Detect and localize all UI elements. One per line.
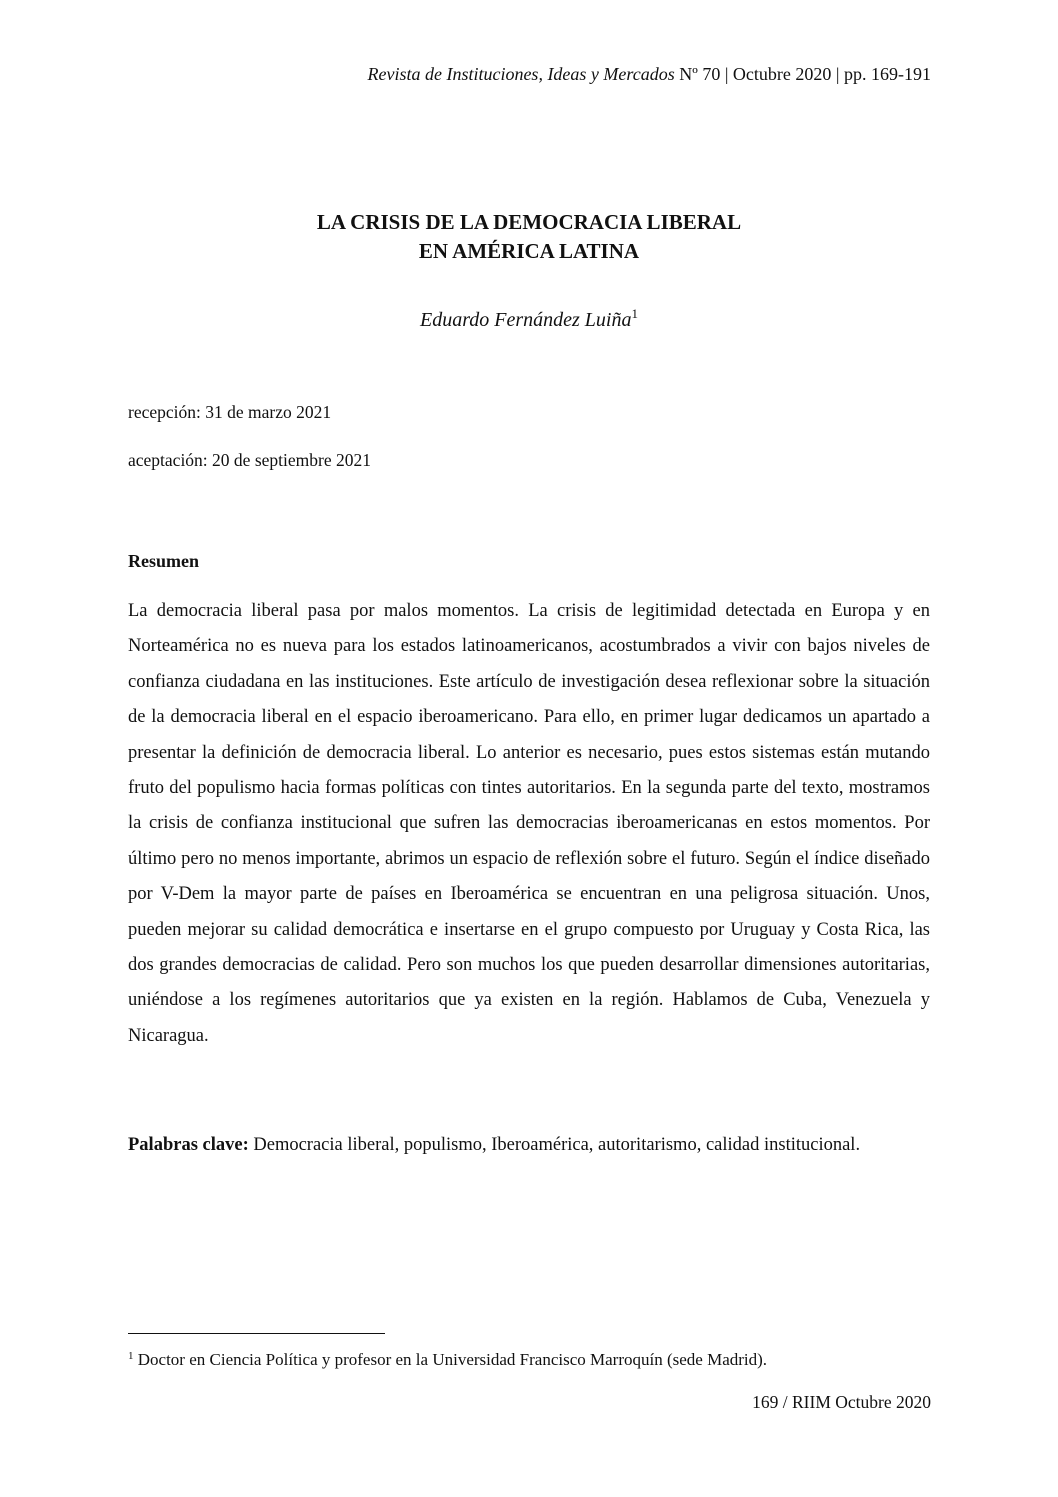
title-line-2: EN AMÉRICA LATINA (418, 239, 640, 263)
page-footer: 169 / RIIM Octubre 2020 (752, 1392, 931, 1412)
article-title (0, 208, 1058, 266)
abstract-heading: Resumen (128, 551, 199, 571)
author-line (0, 306, 1058, 334)
running-header (367, 62, 931, 86)
author-name: Eduardo Fernández Luiña (420, 309, 632, 331)
footnote-divider (128, 1333, 385, 1334)
journal-name: Revista de Instituciones, Ideas y Mercados (367, 64, 675, 84)
keywords-text: Democracia liberal, populismo, Iberoamérica, autoritarismo, calidad institucional. (248, 1135, 861, 1155)
received-date: recepción: 31 de marzo 2021 (128, 402, 332, 422)
accepted-date: aceptación: 20 de septiembre 2021 (128, 450, 371, 470)
footnote-mark: 1 (128, 1350, 134, 1362)
dates-block (128, 400, 371, 496)
abstract-body: La democracia liberal pasa por malos momentos. La crisis de legitimidad detectada en Europa y en Norteamérica no es nueva para los estados latinoamericanos, acostumbrados a vivir con bajos niveles de confianza ciudadana en las instituciones. Este artículo de investigación desea reflexionar sobre la situación de la democracia liberal en el espacio iberoamericano. Para ello, en primer lugar dedicamos un apartado a presentar la definición de democracia liberal. Lo anterior es necesario, pues estos sistemas están mutando fruto del populismo hacia formas políticas con tintes autoritarios. En la segunda parte del texto, mostramos la crisis de confianza institucional que sufren las democracias iberoamericanas en estos momentos. Por último pero no menos importante, abrimos un espacio de reflexión sobre el futuro. Según el índice diseñado por V-Dem la mayor parte de países en Iberoamérica se encuentran en una peligrosa situación. Unos, pueden mejorar su calidad democrática e insertarse en el grupo compuesto por Uruguay y Costa Rica, las dos grandes democracias de calidad. Pero son muchos los que pueden desarrollar dimensiones autoritarias, uniéndose a los regímenes autoritarios que ya existen en la región. Hablamos de Cuba, Venezuela y Nicaragua. (128, 601, 930, 1046)
footnote (128, 1349, 767, 1371)
author-footnote-mark: 1 (631, 306, 638, 321)
title-line-1: LA CRISIS DE LA DEMOCRACIA LIBERAL (316, 210, 742, 234)
keywords-paragraph (128, 1128, 930, 1163)
keywords-label: Palabras clave: (128, 1135, 249, 1155)
footnote-text: Doctor en Ciencia Política y profesor en la Universidad Francisco Marroquín (sede Madrid). (133, 1350, 768, 1369)
issue-info: Nº 70 | Octubre 2020 | pp. 169-191 (674, 64, 931, 84)
